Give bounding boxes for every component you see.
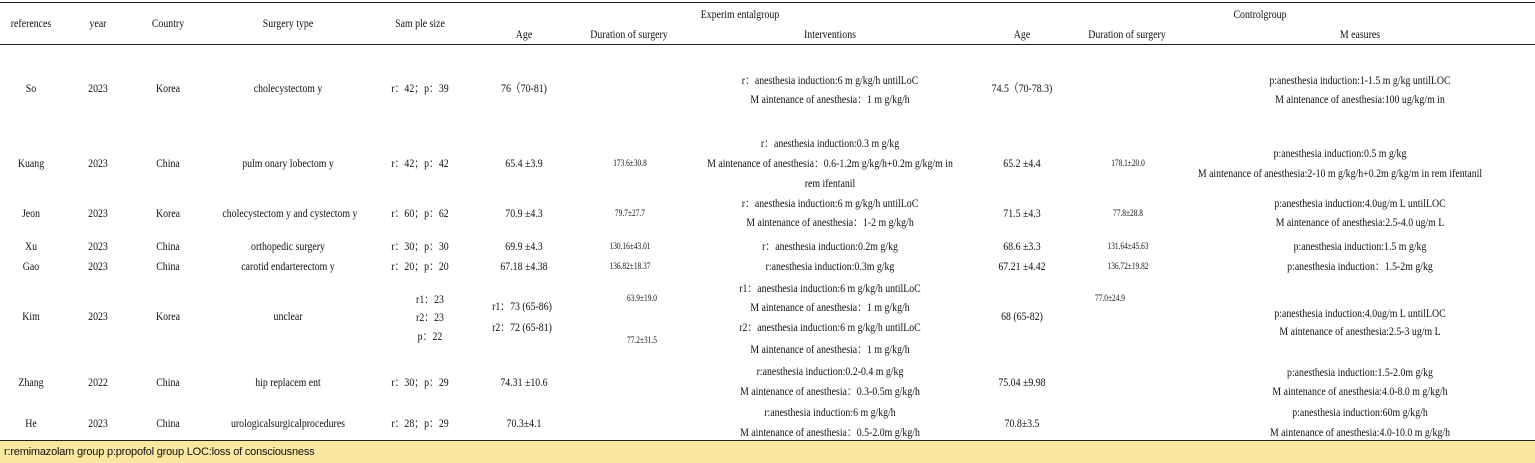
cell-exp-age: 70.3±4.1 (506, 416, 542, 430)
cell-exp-age: 74.31 ±10.6 (500, 375, 548, 389)
header-surgery-type: Surgery type (262, 16, 314, 30)
cell-sample-size: r：28；p：29 (391, 416, 449, 430)
footnote-text: r:remimazolam group p:propofol group LOC:loss of consciousness (4, 446, 315, 458)
cell-ctl-duration: 178.1±20.0 (1111, 158, 1145, 168)
cell-measure-line: M aintenance of anesthesia:2.5-3 ug/m L (1279, 324, 1441, 338)
header-experimental-group: Experim entalgroup (700, 7, 780, 21)
cell-year: 2023 (88, 416, 108, 430)
cell-exp-age: 67.18 ±4.38 (500, 259, 548, 273)
cell-intervention-line: r1：anesthesia induction:6 m g/kg/h untilLoC (739, 281, 921, 295)
cell-exp-duration: 136.82±18.37 (609, 261, 651, 271)
header-measures: M easures (1339, 27, 1381, 41)
header-sample-size: Sam ple size (395, 16, 445, 30)
cell-reference: Kim (22, 309, 40, 323)
cell-exp-duration: 173.6±30.8 (613, 158, 647, 168)
cell-measure-line: M aintenance of anesthesia:4.0-10.0 m g/kg/h (1269, 425, 1451, 439)
cell-intervention-line: M aintenance of anesthesia：0.3-0.5m g/kg/h (740, 384, 920, 398)
cell-sample-size: r：30；p：29 (391, 375, 449, 389)
header-ctl-age: Age (1013, 27, 1031, 41)
cell-reference: Gao (22, 259, 40, 273)
cell-country: Korea (155, 206, 181, 220)
cell-year: 2023 (88, 206, 108, 220)
cell-intervention-line: rem ifentanil (804, 176, 856, 190)
cell-intervention-line: r:anesthesia induction:0.2-0.4 m g/kg (756, 364, 904, 378)
header-country: Country (151, 16, 185, 30)
cell-reference: So (25, 81, 37, 95)
cell-intervention-line: M aintenance of anesthesia：1 m g/kg/h (750, 300, 910, 314)
cell-sample-line: r1：23 (416, 292, 444, 306)
cell-surgery-type: urologicalsurgicalprocedures (230, 416, 346, 430)
cell-year: 2022 (88, 375, 108, 389)
cell-country: China (156, 416, 180, 430)
cell-ctl-age: 67.21 ±4.42 (998, 259, 1046, 273)
cell-surgery-type: hip replacem ent (255, 375, 321, 389)
cell-measure-line: p:anesthesia induction：1.5-2m g/kg (1287, 259, 1433, 273)
header-control-group: Controlgroup (1233, 7, 1287, 21)
cell-reference: Xu (24, 239, 38, 253)
cell-intervention-line: r：anesthesia induction:0.3 m g/kg (760, 136, 900, 150)
cell-measure-line: p:anesthesia induction:4.0ug/m L untilLOC (1274, 306, 1446, 320)
cell-ctl-duration: 77.0±24.9 (1095, 293, 1125, 303)
cell-measure-line: p:anesthesia induction:4.0ug/m L untilLOC (1274, 196, 1446, 210)
cell-measure-line: p:anesthesia induction:0.5 m g/kg (1273, 146, 1407, 160)
cell-country: China (156, 239, 180, 253)
cell-measure-line: M aintenance of anesthesia:2-10 m g/kg/h+0.2m g/kg/m in rem ifentanil (1197, 166, 1483, 180)
cell-year: 2023 (88, 259, 108, 273)
cell-sample-size: r：20；p：20 (391, 259, 449, 273)
cell-ctl-duration: 77.8±28.8 (1113, 208, 1143, 218)
cell-exp-age: 69.9 ±4.3 (505, 239, 543, 253)
cell-ctl-age: 74.5（70-78.3) (991, 81, 1053, 95)
cell-ctl-age: 68.6 ±3.3 (1003, 239, 1041, 253)
cell-measure-line: p:anesthesia induction:1.5-2.0m g/kg (1287, 365, 1433, 379)
header-bottom-rule (0, 44, 1535, 45)
cell-country: China (156, 375, 180, 389)
cell-intervention-line: M aintenance of anesthesia：1 m g/kg/h (750, 92, 910, 106)
cell-sample-size: r：42；p：42 (391, 156, 449, 170)
cell-surgery-type: unclear (273, 309, 303, 323)
cell-ctl-age: 65.2 ±4.4 (1003, 156, 1041, 170)
cell-year: 2023 (88, 309, 108, 323)
cell-measure-line: M aintenance of anesthesia:2.5-4.0 ug/m L (1275, 215, 1445, 229)
cell-exp-duration: 130.16±43.01 (609, 241, 651, 251)
cell-ctl-age: 71.5 ±4.3 (1003, 206, 1041, 220)
cell-ctl-age: 75.04 ±9.98 (998, 375, 1046, 389)
cell-exp-age: 65.4 ±3.9 (505, 156, 543, 170)
cell-intervention-line: M aintenance of anesthesia：1 m g/kg/h (750, 342, 910, 356)
cell-exp-duration-line: 77.2±31.5 (627, 335, 657, 345)
cell-measure-line: M aintenance of anesthesia:4.0-8.0 m g/kg/h (1272, 384, 1448, 398)
cell-exp-duration: 79.7±27.7 (615, 208, 645, 218)
cell-surgery-type: orthopedic surgery (251, 239, 325, 253)
cell-intervention-line: r：anesthesia induction:6 m g/kg/h untilLoC (741, 73, 919, 87)
cell-ctl-duration: 131.64±45.63 (1107, 241, 1149, 251)
cell-exp-duration-line: 63.9±19.0 (627, 293, 657, 303)
cell-year: 2023 (88, 156, 108, 170)
cell-country: Korea (155, 309, 181, 323)
cell-year: 2023 (88, 239, 108, 253)
cell-measure-line: p:anesthesia induction:60m g/kg/h (1292, 405, 1428, 419)
header-interventions: Interventions (804, 27, 856, 41)
cell-intervention-line: M aintenance of anesthesia：0.6-1.2m g/kg/h+0.2m g/kg/m in (707, 156, 953, 170)
cell-exp-age-line: r2：72 (65-81) (492, 320, 552, 334)
cell-reference: He (25, 416, 37, 430)
cell-surgery-type: carotid endarterectom y (241, 259, 335, 273)
header-exp-duration: Duration of surgery (590, 27, 668, 41)
header-year: year (89, 16, 107, 30)
cell-year: 2023 (88, 81, 108, 95)
cell-country: China (156, 259, 180, 273)
cell-sample-size: r：42；p：39 (391, 81, 449, 95)
cell-surgery-type: cholecystectom y and cystectom y (222, 206, 358, 220)
cell-exp-age: 76（70-81) (501, 81, 547, 95)
cell-sample-line: r2：23 (416, 310, 444, 324)
cell-measure-line: p:anesthesia induction:1-1.5 m g/kg untilLOC (1269, 73, 1451, 87)
cell-exp-age-line: r1：73 (65-86) (492, 299, 552, 313)
cell-measure-line: p:anesthesia induction:1.5 m g/kg (1293, 239, 1427, 253)
header-references: references (10, 16, 52, 30)
header-ctl-duration: Duration of surgery (1088, 27, 1166, 41)
top-rule (0, 2, 1535, 3)
cell-sample-line: p：22 (417, 329, 443, 343)
cell-reference: Jeon (21, 206, 41, 220)
cell-surgery-type: pulm onary lobectom y (242, 156, 334, 170)
cell-sample-size: r：30；p：30 (391, 239, 449, 253)
cell-intervention-line: r:anesthesia induction:0.3m g/kg (765, 259, 895, 273)
header-exp-age: Age (515, 27, 533, 41)
cell-ctl-age: 70.8±3.5 (1004, 416, 1040, 430)
cell-ctl-age: 68 (65-82) (1001, 309, 1043, 323)
cell-intervention-line: r2：anesthesia induction:6 m g/kg/h untilLoC (739, 320, 921, 334)
cell-ctl-duration: 136.72±19.82 (1107, 261, 1149, 271)
cell-exp-age: 70.9 ±4.3 (505, 206, 543, 220)
cell-intervention-line: M aintenance of anesthesia：1-2 m g/kg/h (746, 215, 914, 229)
cell-sample-size: r：60；p：62 (391, 206, 449, 220)
cell-surgery-type: cholecystectom y (253, 81, 323, 95)
cell-reference: Zhang (18, 375, 44, 389)
cell-intervention-line: r:anesthesia induction:6 m g/kg/h (764, 405, 896, 419)
table-footnote (0, 441, 1535, 463)
cell-intervention-line: r：anesthesia induction:0.2m g/kg (762, 239, 898, 253)
cell-country: Korea (155, 81, 181, 95)
cell-intervention-line: M aintenance of anesthesia：0.5-2.0m g/kg/h (740, 425, 920, 439)
cell-measure-line: M aintenance of anesthesia:100 ug/kg/m in (1275, 92, 1445, 106)
cell-intervention-line: r：anesthesia induction:6 m g/kg/h untilLoC (741, 196, 919, 210)
cell-country: China (156, 156, 180, 170)
cell-reference: Kuang (17, 156, 45, 170)
